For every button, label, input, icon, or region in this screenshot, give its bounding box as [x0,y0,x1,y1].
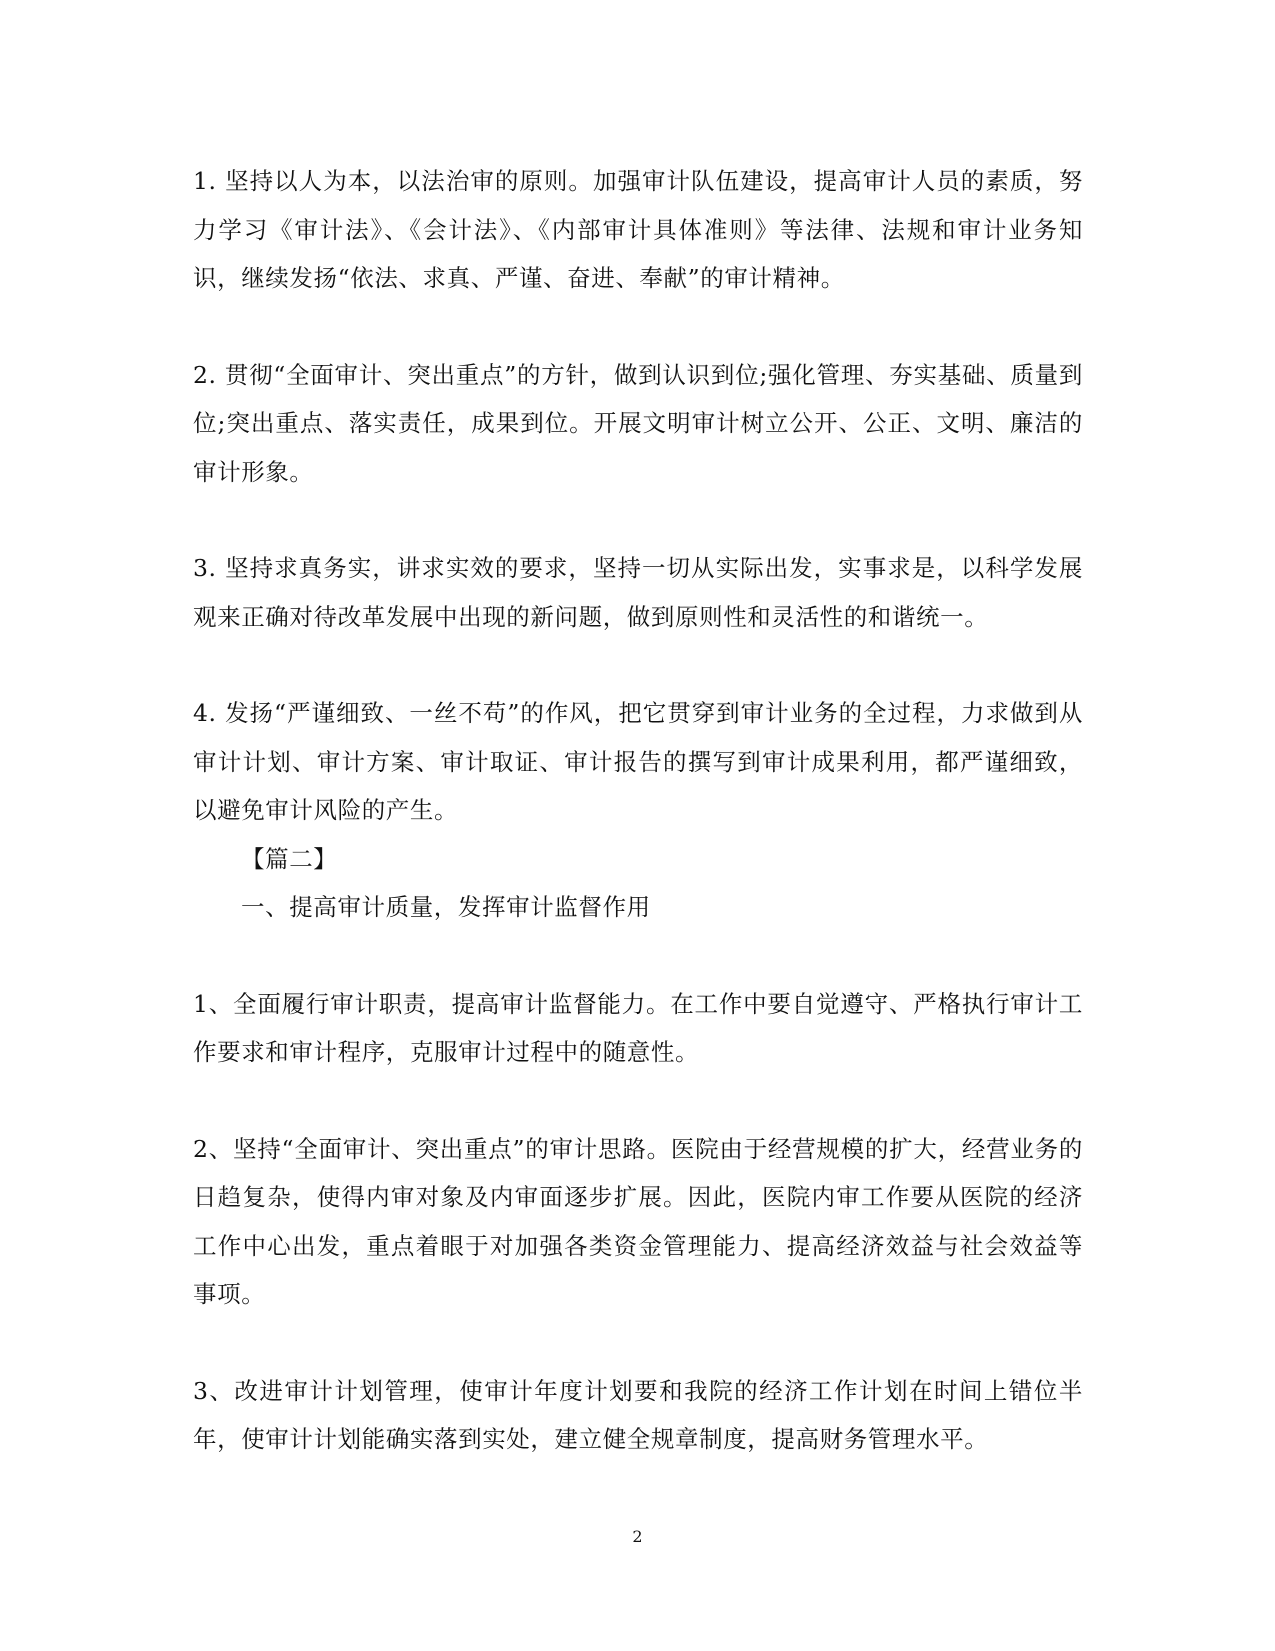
paragraph-1: 1. 坚持以人为本，以法治审的原则。加强审计队伍建设，提高审计人员的素质，努力学习《审计法》、《会计法》、《内部审计具体准则》等法律、法规和审计业务知识，继续发扬“依法、求真、严谨、奋进、奉献”的审计精神。 [193,167,1083,292]
document-body [193,157,1083,1464]
page-number: 2 [632,1527,643,1546]
paragraph-4: 4. 发扬“严谨细致、一丝不苟”的作风，把它贯穿到审计业务的全过程，力求做到从审计计划、审计方案、审计取证、审计报告的撰写到审计成果利用，都严谨细致，以避免审计风险的产生。 [193,699,1083,824]
paragraph-2: 2. 贯彻“全面审计、突出重点”的方针，做到认识到位;强化管理、夯实基础、质量到位;突出重点、落实责任，成果到位。开展文明审计树立公开、公正、文明、廉洁的审计形象。 [193,360,1083,486]
paragraph-3: 3. 坚持求真务实，讲求实效的要求，坚持一切从实际出发，实事求是，以科学发展观来正确对待改革发展中出现的新问题，做到原则性和灵活性的和谐统一。 [193,554,1083,631]
section-heading: 一、提高审计质量，发挥审计监督作用 [241,893,651,921]
sub-paragraph-3: 3、改进审计计划管理，使审计年度计划要和我院的经济工作计划在时间上错位半年，使审计计划能确实落到实处，建立健全规章制度，提高财务管理水平。 [193,1376,1083,1453]
section-label: 【篇二】 [241,844,338,873]
sub-paragraph-2: 2、坚持“全面审计、突出重点”的审计思路。医院由于经营规模的扩大，经营业务的日趋复杂，使得内审对象及内审面逐步扩展。因此，医院内审工作要从医院的经济工作中心出发，重点着眼于对加强各类资金管理能力、提高经济效益与社会效益等事项。 [193,1134,1083,1308]
sub-paragraph-1: 1、全面履行审计职责，提高审计监督能力。在工作中要自觉遵守、严格执行审计工作要求和审计程序，克服审计过程中的随意性。 [193,989,1083,1066]
